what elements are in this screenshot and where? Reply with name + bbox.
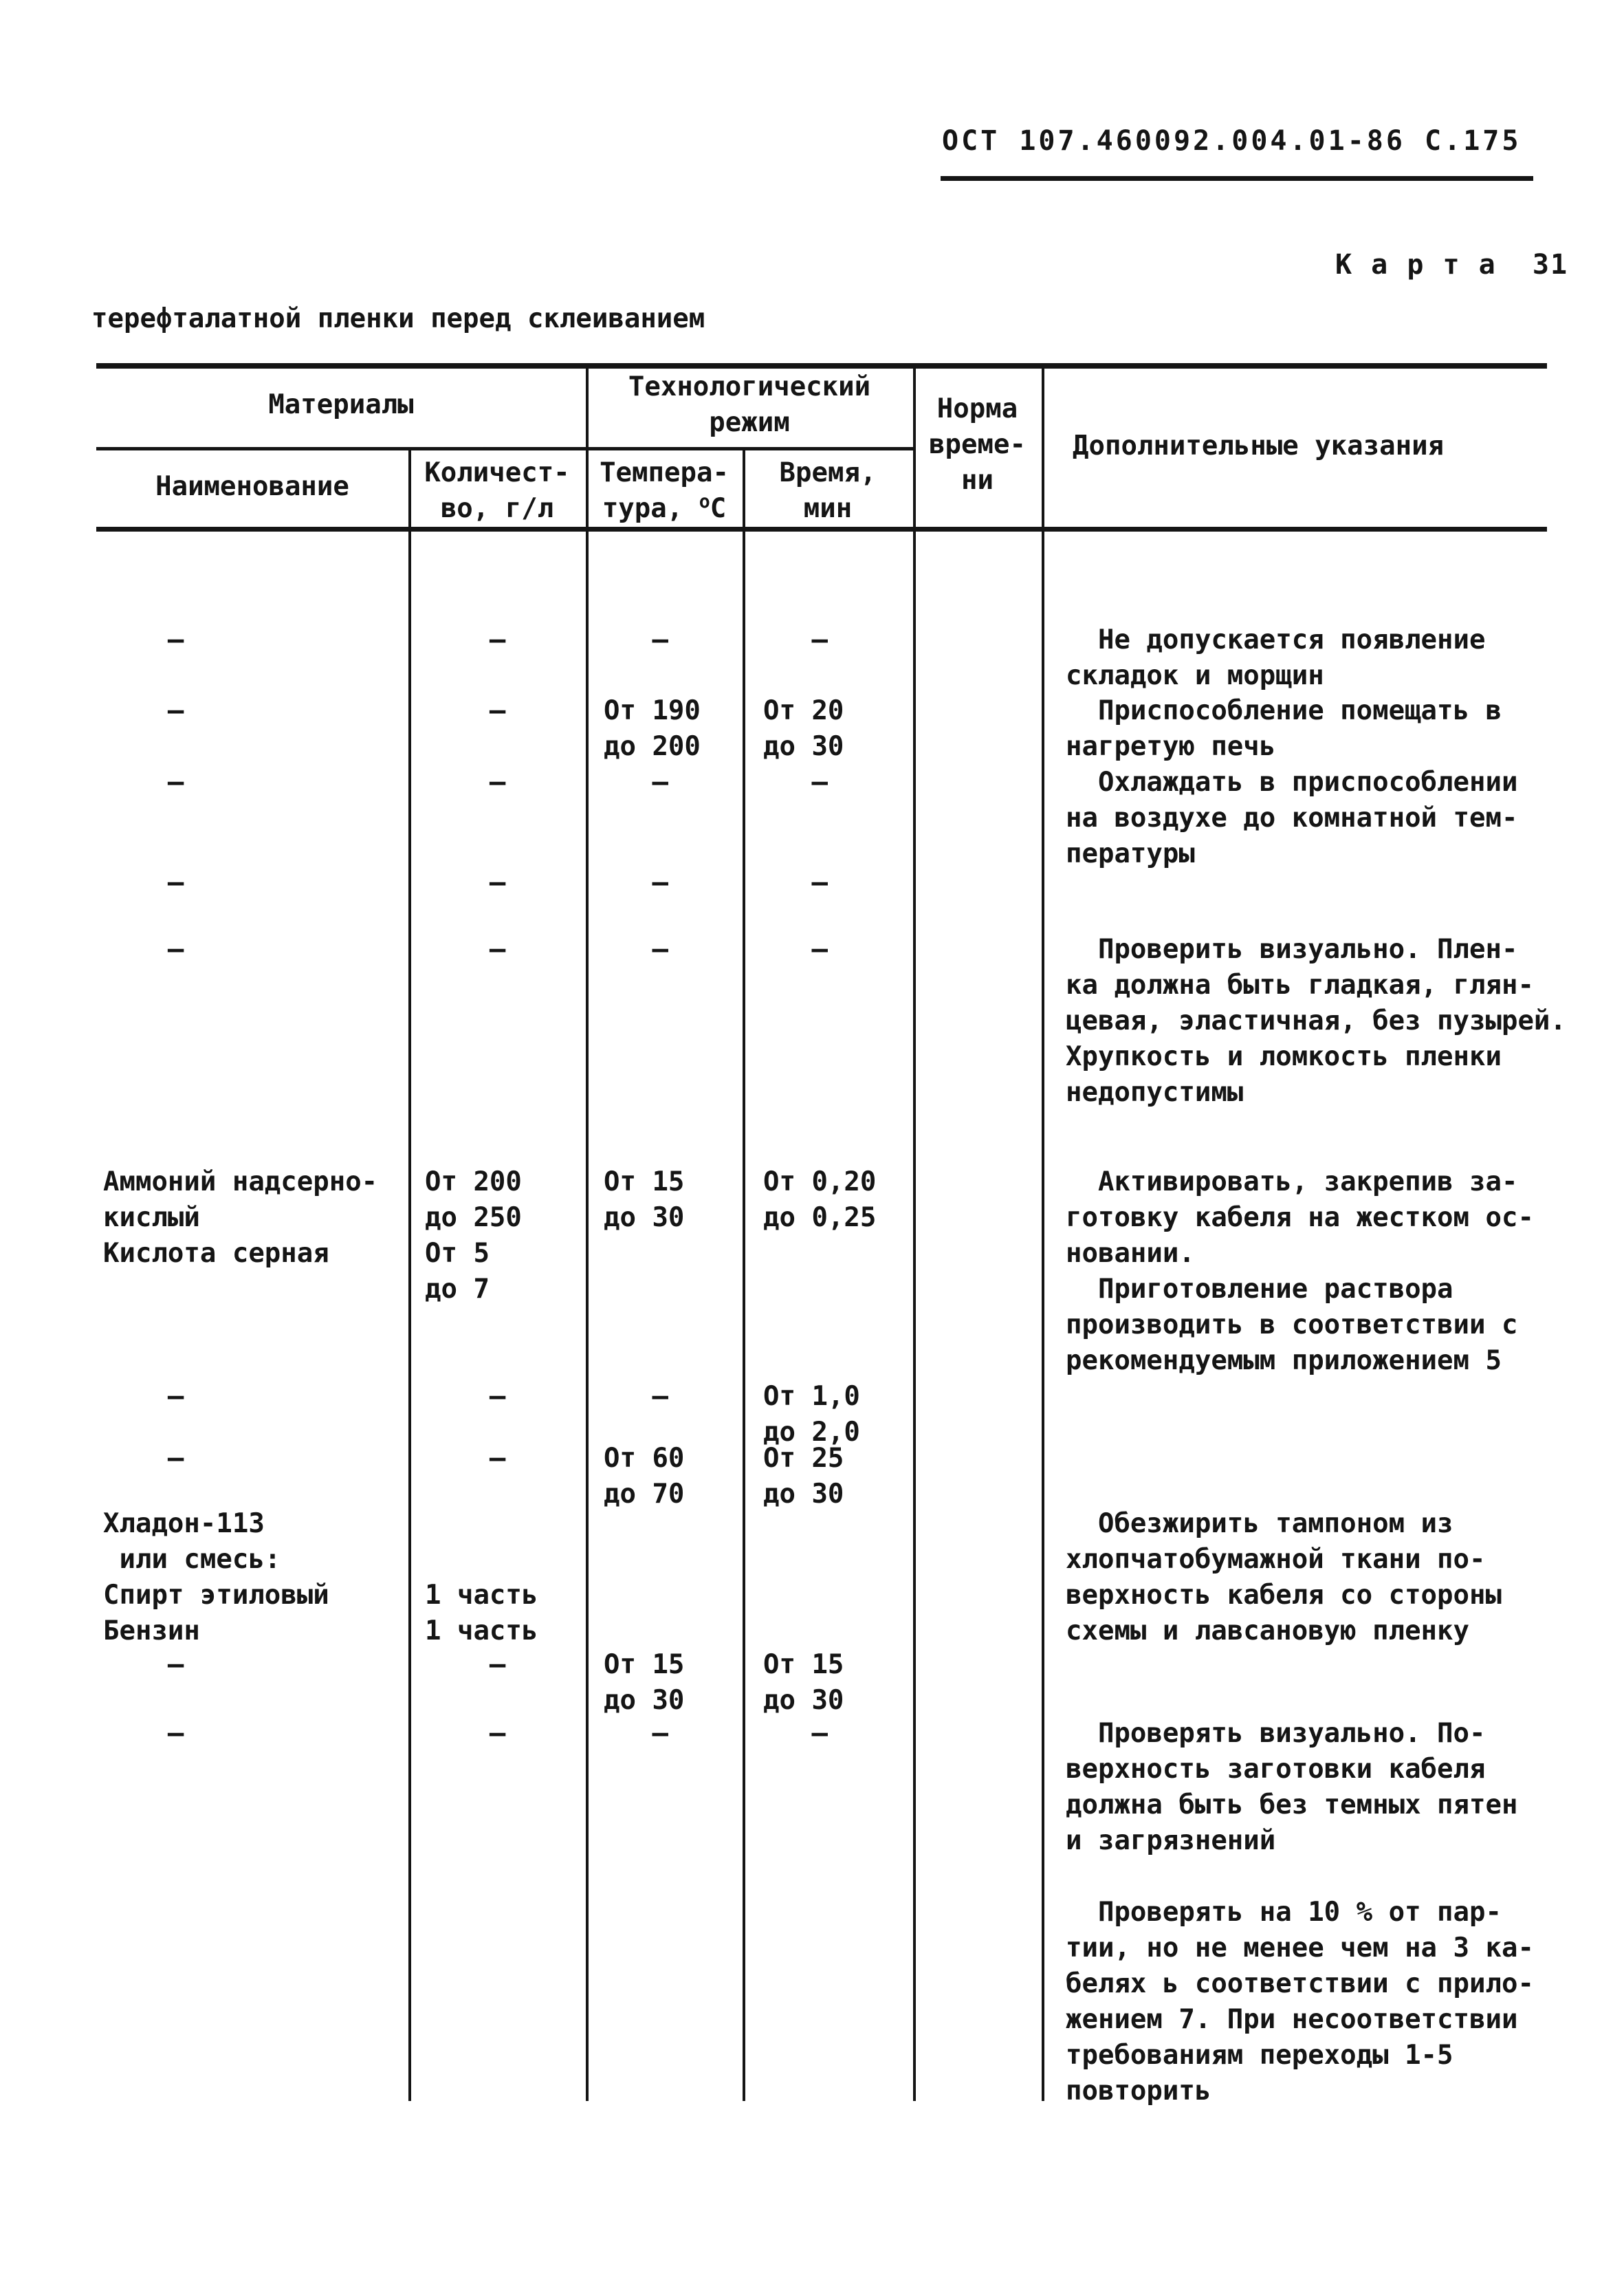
cell-line: — bbox=[425, 767, 506, 798]
cell-line: кислый bbox=[103, 1202, 200, 1233]
cell-r11-c1 bbox=[103, 1716, 408, 1752]
degree-superscript: о bbox=[699, 491, 710, 512]
cell-line: Проверять на 10 % от пар- bbox=[1066, 1897, 1502, 1928]
cell-line: — bbox=[425, 1649, 506, 1680]
cell-line: верхность заготовки кабеля bbox=[1066, 1754, 1486, 1785]
cell-r9-c2 bbox=[425, 1506, 586, 1649]
cell-line: От 200 bbox=[425, 1166, 522, 1197]
cell-line: до 70 bbox=[604, 1479, 685, 1510]
cell-r10-c4 bbox=[763, 1647, 913, 1719]
cell-line: повторить bbox=[1066, 2076, 1211, 2107]
cell-line: От 15 bbox=[604, 1166, 685, 1197]
cell-line: — bbox=[425, 1381, 506, 1412]
cell-line: Хладон-113 bbox=[103, 1508, 265, 1539]
cell-line: — bbox=[103, 1381, 184, 1412]
cell-r9-c1 bbox=[103, 1506, 408, 1649]
cell-r2-c1 bbox=[103, 693, 408, 729]
cell-r4-c1 bbox=[103, 865, 408, 901]
cell-line: — bbox=[103, 1718, 184, 1749]
cell-line: — bbox=[763, 934, 828, 965]
cell-line: От 60 bbox=[604, 1443, 685, 1474]
cell-line: — bbox=[604, 934, 668, 965]
cell-line: Обезжирить тампоном из bbox=[1066, 1508, 1453, 1539]
cell-line: — bbox=[425, 867, 506, 898]
cell-r3-c4 bbox=[763, 765, 913, 801]
cell-line: Приготовление раствора bbox=[1066, 1274, 1453, 1305]
cell-line: цевая, эластичная, без пузырей. bbox=[1066, 1005, 1566, 1036]
cell-r1-c6 bbox=[1066, 622, 1547, 694]
cell-line: Бензин bbox=[103, 1615, 200, 1646]
cell-line: — bbox=[425, 1443, 506, 1474]
cell-r6-c4 bbox=[763, 1164, 913, 1236]
header-temperature-line1: Темпера- bbox=[600, 457, 729, 488]
cell-line bbox=[425, 1506, 586, 1542]
cell-line: — bbox=[763, 767, 828, 798]
cell-line bbox=[425, 1542, 586, 1578]
header-time-line2: мин bbox=[803, 493, 853, 524]
cell-line: недопустимы bbox=[1066, 1077, 1244, 1108]
cell-line: и загрязнений bbox=[1066, 1825, 1276, 1856]
cell-line: нагретую печь bbox=[1066, 731, 1276, 762]
header-time-line1: Время, bbox=[779, 457, 877, 488]
cell-line: до 30 bbox=[604, 1202, 685, 1233]
cell-line: От 1,0 bbox=[763, 1381, 860, 1412]
header-norm-line2: време- bbox=[929, 429, 1026, 460]
doc-number-header: ОСТ 107.460092.004.01-86 С.175 bbox=[942, 125, 1522, 157]
cell-line: до 30 bbox=[604, 1685, 685, 1716]
cell-line: пературы bbox=[1066, 838, 1195, 869]
cell-r7-c3 bbox=[604, 1379, 743, 1415]
cell-line: новании. bbox=[1066, 1238, 1195, 1269]
header-norm-line3: ни bbox=[961, 465, 994, 496]
cell-line: 1 часть bbox=[425, 1580, 538, 1611]
cell-r5-c2 bbox=[425, 932, 586, 968]
cell-line: или смесь: bbox=[103, 1544, 281, 1575]
cell-r6-c1 bbox=[103, 1164, 408, 1272]
cell-r4-c4 bbox=[763, 865, 913, 901]
cell-line: до 250 bbox=[425, 1202, 522, 1233]
cell-line: жением 7. При несоответствии bbox=[1066, 2004, 1518, 2035]
cell-r6-c6 bbox=[1066, 1164, 1547, 1379]
cell-line: — bbox=[425, 695, 506, 726]
cell-r11-c4 bbox=[763, 1716, 913, 1752]
cell-line: — bbox=[425, 1718, 506, 1749]
cell-line: схемы и лавсановую пленку bbox=[1066, 1615, 1469, 1646]
cell-r4-c3 bbox=[604, 865, 743, 901]
cell-line: От 20 bbox=[763, 695, 844, 726]
cell-r5-c6 bbox=[1066, 932, 1566, 1111]
cell-r7-c2 bbox=[425, 1379, 586, 1415]
cell-r11-c6 bbox=[1066, 1716, 1547, 2109]
cell-line: Хрупкость и ломкость пленки bbox=[1066, 1041, 1502, 1072]
cell-r5-c1 bbox=[103, 932, 408, 968]
cell-r8-c2 bbox=[425, 1441, 586, 1477]
cell-line: От 25 bbox=[763, 1443, 844, 1474]
cell-line: От 190 bbox=[604, 695, 701, 726]
header-name: Наименование bbox=[155, 471, 349, 502]
cell-line: — bbox=[604, 1718, 668, 1749]
cell-line: до 200 bbox=[604, 731, 701, 762]
card-label: К а р т а 31 bbox=[1335, 249, 1569, 281]
cell-line: Кислота серная bbox=[103, 1238, 329, 1269]
cell-r3-c2 bbox=[425, 765, 586, 801]
header-temperature-unit-post: С bbox=[710, 493, 727, 524]
cell-line: — bbox=[103, 695, 184, 726]
cell-line: на воздухе до комнатной тем- bbox=[1066, 803, 1518, 834]
cell-line: — bbox=[103, 934, 184, 965]
cell-line: — bbox=[604, 867, 668, 898]
header-quantity-line2: во, г/л bbox=[440, 493, 554, 524]
cell-line: рекомендуемым приложением 5 bbox=[1066, 1345, 1502, 1376]
cell-line: белях ь соответствии с прило- bbox=[1066, 1968, 1534, 1999]
cell-r1-c2 bbox=[425, 622, 586, 658]
cell-line: — bbox=[103, 767, 184, 798]
cell-line: — bbox=[103, 1649, 184, 1680]
cell-r1-c1 bbox=[103, 622, 408, 658]
cell-line: Проверять визуально. По- bbox=[1066, 1718, 1486, 1749]
header-tech-mode-line1: Технологический bbox=[628, 371, 871, 402]
cell-r7-c4 bbox=[763, 1379, 913, 1450]
cell-line: требованиям переходы 1-5 bbox=[1066, 2040, 1453, 2071]
cell-line: — bbox=[763, 867, 828, 898]
cell-line: верхность кабеля со стороны bbox=[1066, 1580, 1502, 1611]
cell-line: От 0,20 bbox=[763, 1166, 877, 1197]
cell-line bbox=[1066, 1859, 1547, 1895]
cell-line: — bbox=[763, 1718, 828, 1749]
cell-r1-c4 bbox=[763, 622, 913, 658]
cell-line: Спирт этиловый bbox=[103, 1580, 329, 1611]
cell-line: до 7 bbox=[425, 1274, 490, 1305]
cell-line: От 15 bbox=[604, 1649, 685, 1680]
cell-line: — bbox=[103, 1443, 184, 1474]
header-materials: Материалы bbox=[268, 389, 414, 420]
cell-line: От 15 bbox=[763, 1649, 844, 1680]
cell-r1-c3 bbox=[604, 622, 743, 658]
cell-line: — bbox=[103, 867, 184, 898]
cell-line: Аммоний надсерно- bbox=[103, 1166, 378, 1197]
cell-line: Активировать, закрепив за- bbox=[1066, 1166, 1518, 1197]
cell-r3-c1 bbox=[103, 765, 408, 801]
cell-line: — bbox=[425, 624, 506, 655]
cell-line: Приспособление помещать в bbox=[1066, 695, 1502, 726]
header-temperature-unit-pre: тура, bbox=[602, 493, 699, 524]
cell-line: производить в соответствии с bbox=[1066, 1309, 1518, 1340]
cell-r8-c1 bbox=[103, 1441, 408, 1477]
header-notes: Дополнительные указания bbox=[1073, 431, 1445, 461]
cell-r2-c6 bbox=[1066, 693, 1547, 765]
cell-line: — bbox=[763, 624, 828, 655]
cell-line: — bbox=[604, 624, 668, 655]
cell-line: — bbox=[425, 934, 506, 965]
cell-line: складок и морщин bbox=[1066, 660, 1324, 691]
cell-line: до 30 bbox=[763, 1479, 844, 1510]
cell-line: должна быть без темных пятен bbox=[1066, 1789, 1518, 1820]
cell-line: хлопчатобумажной ткани по- bbox=[1066, 1544, 1486, 1575]
cell-r4-c2 bbox=[425, 865, 586, 901]
cell-line: Охлаждать в приспособлении bbox=[1066, 767, 1518, 798]
header-norm-line1: Норма bbox=[936, 393, 1018, 424]
cell-line: — bbox=[604, 1381, 668, 1412]
cell-r10-c3 bbox=[604, 1647, 743, 1719]
cell-line: до 0,25 bbox=[763, 1202, 877, 1233]
cell-r6-c3 bbox=[604, 1164, 743, 1236]
cell-r6-c2 bbox=[425, 1164, 586, 1307]
cell-r7-c1 bbox=[103, 1379, 408, 1415]
cell-r8-c4 bbox=[763, 1441, 913, 1512]
cell-r11-c2 bbox=[425, 1716, 586, 1752]
cell-line: — bbox=[103, 624, 184, 655]
cell-r5-c4 bbox=[763, 932, 913, 968]
cell-line: готовку кабеля на жестком ос- bbox=[1066, 1202, 1534, 1233]
cell-line: до 30 bbox=[763, 1685, 844, 1716]
cell-line: до 2,0 bbox=[763, 1417, 860, 1448]
cell-r11-c3 bbox=[604, 1716, 743, 1752]
cell-r9-c6 bbox=[1066, 1506, 1547, 1649]
cell-line: до 30 bbox=[763, 731, 844, 762]
cell-r5-c3 bbox=[604, 932, 743, 968]
cell-r2-c3 bbox=[604, 693, 743, 765]
page-subtitle: терефталатной пленки перед склеиванием bbox=[91, 303, 705, 334]
cell-line: 1 часть bbox=[425, 1615, 538, 1646]
cell-r8-c3 bbox=[604, 1441, 743, 1512]
header-quantity-line1: Количест- bbox=[424, 457, 570, 488]
cell-line: ка должна быть гладкая, глян- bbox=[1066, 970, 1534, 1001]
cell-line: Проверить визуально. Плен- bbox=[1066, 934, 1518, 965]
cell-r2-c4 bbox=[763, 693, 913, 765]
cell-r3-c3 bbox=[604, 765, 743, 801]
cell-r3-c6 bbox=[1066, 765, 1547, 872]
cell-r10-c2 bbox=[425, 1647, 586, 1683]
cell-line: тии, но не менее чем на 3 ка- bbox=[1066, 1933, 1534, 1963]
cell-line: Не допускается появление bbox=[1066, 624, 1486, 655]
cell-r10-c1 bbox=[103, 1647, 408, 1683]
cell-r2-c2 bbox=[425, 693, 586, 729]
cell-line: От 5 bbox=[425, 1238, 490, 1269]
cell-line: — bbox=[604, 767, 668, 798]
header-tech-mode-line2: режим bbox=[709, 407, 790, 438]
